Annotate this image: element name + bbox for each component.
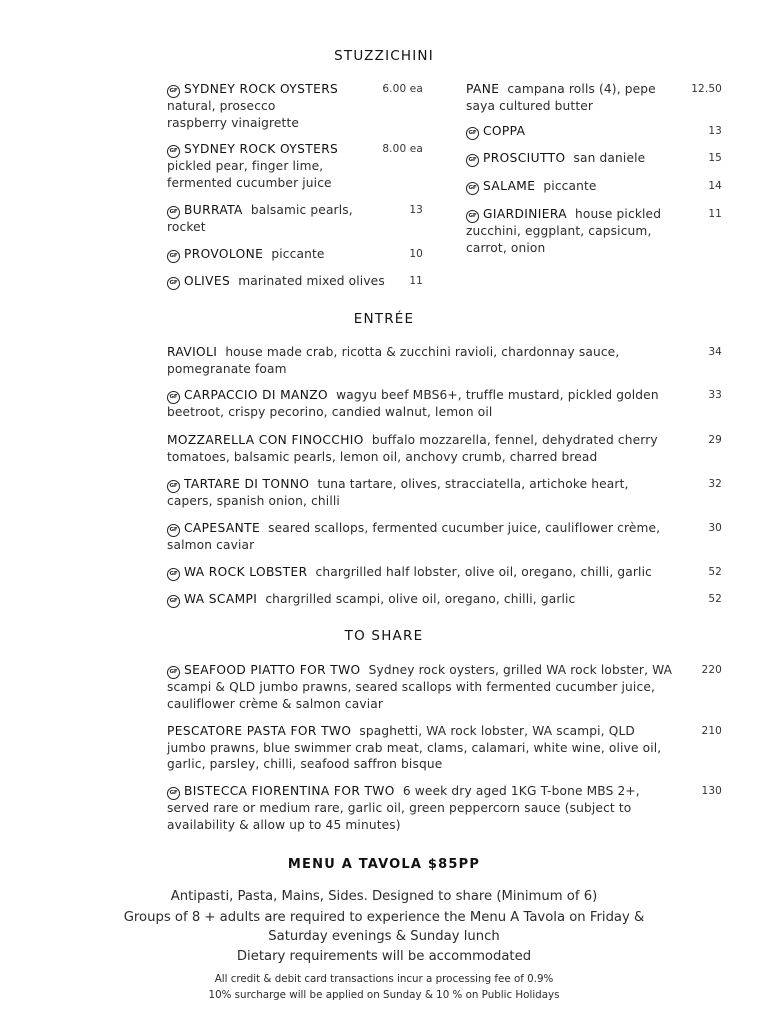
menu-item-capesante bbox=[167, 520, 722, 554]
gluten-free-icon bbox=[167, 787, 180, 800]
item-name: BISTECCA FIORENTINA FOR TWO bbox=[184, 784, 395, 798]
item-name: COPPA bbox=[483, 124, 526, 138]
item-price: 11 bbox=[708, 208, 722, 220]
item-name: MOZZARELLA CON FINOCCHIO bbox=[167, 433, 364, 447]
item-price: 8.00 ea bbox=[382, 143, 423, 155]
item-desc: house made crab, ricotta & zucchini ravioli, chardonnay sauce, pomegranate foam bbox=[167, 345, 620, 376]
item-price: 30 bbox=[708, 522, 722, 534]
item-desc: chargrilled half lobster, olive oil, oregano, chilli, garlic bbox=[315, 565, 652, 579]
item-name: SYDNEY ROCK OYSTERS bbox=[184, 142, 339, 156]
gluten-free-icon bbox=[167, 595, 180, 608]
gluten-free-icon bbox=[167, 145, 180, 158]
menu-a-tavola-line-2a: Groups of 8 + adults are required to experience the Menu A Tavola on Friday & bbox=[123, 910, 645, 925]
item-price: 52 bbox=[708, 593, 722, 605]
item-price: 52 bbox=[708, 566, 722, 578]
item-desc: campana rolls (4), pepe saya cultured butter bbox=[466, 82, 656, 113]
gluten-free-icon bbox=[167, 277, 180, 290]
item-desc: pickled pear, finger lime, fermented cucumber juice bbox=[167, 159, 332, 190]
menu-item-pane bbox=[466, 81, 722, 114]
item-name: BURRATA bbox=[184, 203, 243, 217]
item-name: SALAME bbox=[483, 179, 536, 193]
item-desc: 6 week dry aged 1KG T-bone MBS 2+, served rare or medium rare, garlic oil, green peppercorn sauce (subject to availability & allow up to 45 minutes) bbox=[167, 784, 640, 832]
item-desc: chargrilled scampi, olive oil, oregano, chilli, garlic bbox=[265, 592, 576, 606]
item-price: 32 bbox=[708, 478, 722, 490]
menu-a-tavola-heading: MENU A TAVOLA $85PP bbox=[287, 857, 481, 872]
item-price: 220 bbox=[701, 664, 722, 676]
item-name: TARTARE DI TONNO bbox=[184, 477, 310, 491]
gluten-free-icon bbox=[167, 206, 180, 219]
item-price: 13 bbox=[409, 204, 423, 216]
item-price: 130 bbox=[701, 785, 722, 797]
surcharge-note: 10% surcharge will be applied on Sunday & 10 % on Public Holidays bbox=[208, 989, 560, 1001]
gluten-free-icon bbox=[167, 666, 180, 679]
menu-item-coppa bbox=[466, 123, 722, 140]
gluten-free-icon bbox=[167, 85, 180, 98]
item-desc: buffalo mozzarella, fennel, dehydrated cherry tomatoes, balsamic pearls, lemon oil, anchovy crumb, charred bread bbox=[167, 433, 658, 464]
menu-a-tavola-line-2b: Saturday evenings & Sunday lunch bbox=[268, 929, 500, 944]
item-desc: Sydney rock oysters, grilled WA rock lobster, WA scampi & QLD jumbo prawns, seared scallops with fermented cucumber juice, cauliflower crème & salmon caviar bbox=[167, 663, 673, 711]
item-price: 15 bbox=[708, 152, 722, 164]
item-name: SEAFOOD PIATTO FOR TWO bbox=[184, 663, 361, 677]
item-name: PANE bbox=[466, 82, 500, 96]
item-desc: natural, prosecco raspberry vinaigrette bbox=[167, 99, 300, 130]
item-price: 14 bbox=[708, 180, 722, 192]
item-name: GIARDINIERA bbox=[483, 207, 567, 221]
item-price: 29 bbox=[708, 434, 722, 446]
menu-item-bistecca-fiorentina bbox=[167, 783, 722, 833]
item-name: RAVIOLI bbox=[167, 345, 218, 359]
item-price: 210 bbox=[701, 725, 722, 737]
to-share-heading: TO SHARE bbox=[344, 628, 424, 644]
gluten-free-icon bbox=[167, 250, 180, 263]
gluten-free-icon bbox=[466, 127, 479, 140]
item-price: 34 bbox=[708, 346, 722, 358]
item-desc: piccante bbox=[271, 247, 325, 261]
item-desc: seared scallops, fermented cucumber juice, cauliflower crème, salmon caviar bbox=[167, 521, 661, 552]
menu-item-wa-rock-lobster bbox=[167, 564, 722, 581]
gluten-free-icon bbox=[466, 154, 479, 167]
menu-item-ravioli bbox=[167, 344, 722, 377]
item-name: PROVOLONE bbox=[184, 247, 264, 261]
item-desc: san daniele bbox=[573, 151, 646, 165]
menu-a-tavola-line-3: Dietary requirements will be accommodated bbox=[236, 949, 532, 964]
item-desc: marinated mixed olives bbox=[238, 274, 385, 288]
menu-item-sydney-rock-oysters-natural bbox=[167, 81, 423, 131]
menu-item-olives bbox=[167, 273, 423, 290]
item-name: OLIVES bbox=[184, 274, 231, 288]
item-desc: house pickled zucchini, eggplant, capsicum, carrot, onion bbox=[466, 207, 662, 255]
item-price: 12.50 bbox=[691, 83, 722, 95]
item-name: CAPESANTE bbox=[184, 521, 261, 535]
gluten-free-icon bbox=[466, 182, 479, 195]
gluten-free-icon bbox=[167, 391, 180, 404]
menu-item-seafood-piatto bbox=[167, 662, 722, 712]
item-name: PESCATORE PASTA FOR TWO bbox=[167, 724, 352, 738]
menu-item-provolone bbox=[167, 246, 423, 263]
menu-item-sydney-rock-oysters-pickled bbox=[167, 141, 423, 191]
item-price: 10 bbox=[409, 248, 423, 260]
item-price: 6.00 ea bbox=[382, 83, 423, 95]
gluten-free-icon bbox=[466, 210, 479, 223]
item-name: SYDNEY ROCK OYSTERS bbox=[184, 82, 339, 96]
item-desc: tuna tartare, olives, stracciatella, artichoke heart, capers, spanish onion, chilli bbox=[167, 477, 629, 508]
menu-item-pescatore-pasta bbox=[167, 723, 722, 773]
item-name: WA SCAMPI bbox=[184, 592, 258, 606]
menu-item-giardiniera bbox=[466, 206, 722, 256]
entree-heading: ENTRÉE bbox=[353, 311, 415, 327]
gluten-free-icon bbox=[167, 568, 180, 581]
menu-a-tavola-line-1: Antipasti, Pasta, Mains, Sides. Designed to share (Minimum of 6) bbox=[170, 889, 598, 904]
item-name: CARPACCIO DI MANZO bbox=[184, 388, 329, 402]
item-price: 33 bbox=[708, 389, 722, 401]
menu-item-tartare bbox=[167, 476, 722, 510]
item-name: WA ROCK LOBSTER bbox=[184, 565, 308, 579]
item-price: 11 bbox=[409, 275, 423, 287]
item-desc: wagyu beef MBS6+, truffle mustard, pickled golden beetroot, crispy pecorino, candied walnut, lemon oil bbox=[167, 388, 659, 419]
item-price: 13 bbox=[708, 125, 722, 137]
card-fee-note: All credit & debit card transactions incur a processing fee of 0.9% bbox=[214, 973, 554, 985]
menu-item-salame bbox=[466, 178, 722, 195]
menu-item-carpaccio bbox=[167, 387, 722, 421]
menu-item-wa-scampi bbox=[167, 591, 722, 608]
item-desc: balsamic pearls, rocket bbox=[167, 203, 353, 234]
item-desc: spaghetti, WA rock lobster, WA scampi, QLD jumbo prawns, blue swimmer crab meat, clams, calamari, white wine, olive oil, garlic, parsley, chilli, seafood saffron bisque bbox=[167, 724, 662, 772]
menu-item-burrata bbox=[167, 202, 423, 236]
stuzzichini-heading: STUZZICHINI bbox=[334, 48, 434, 64]
item-desc: piccante bbox=[543, 179, 597, 193]
gluten-free-icon bbox=[167, 480, 180, 493]
gluten-free-icon bbox=[167, 524, 180, 537]
menu-item-prosciutto bbox=[466, 150, 722, 167]
menu-item-mozzarella bbox=[167, 432, 722, 465]
item-name: PROSCIUTTO bbox=[483, 151, 566, 165]
